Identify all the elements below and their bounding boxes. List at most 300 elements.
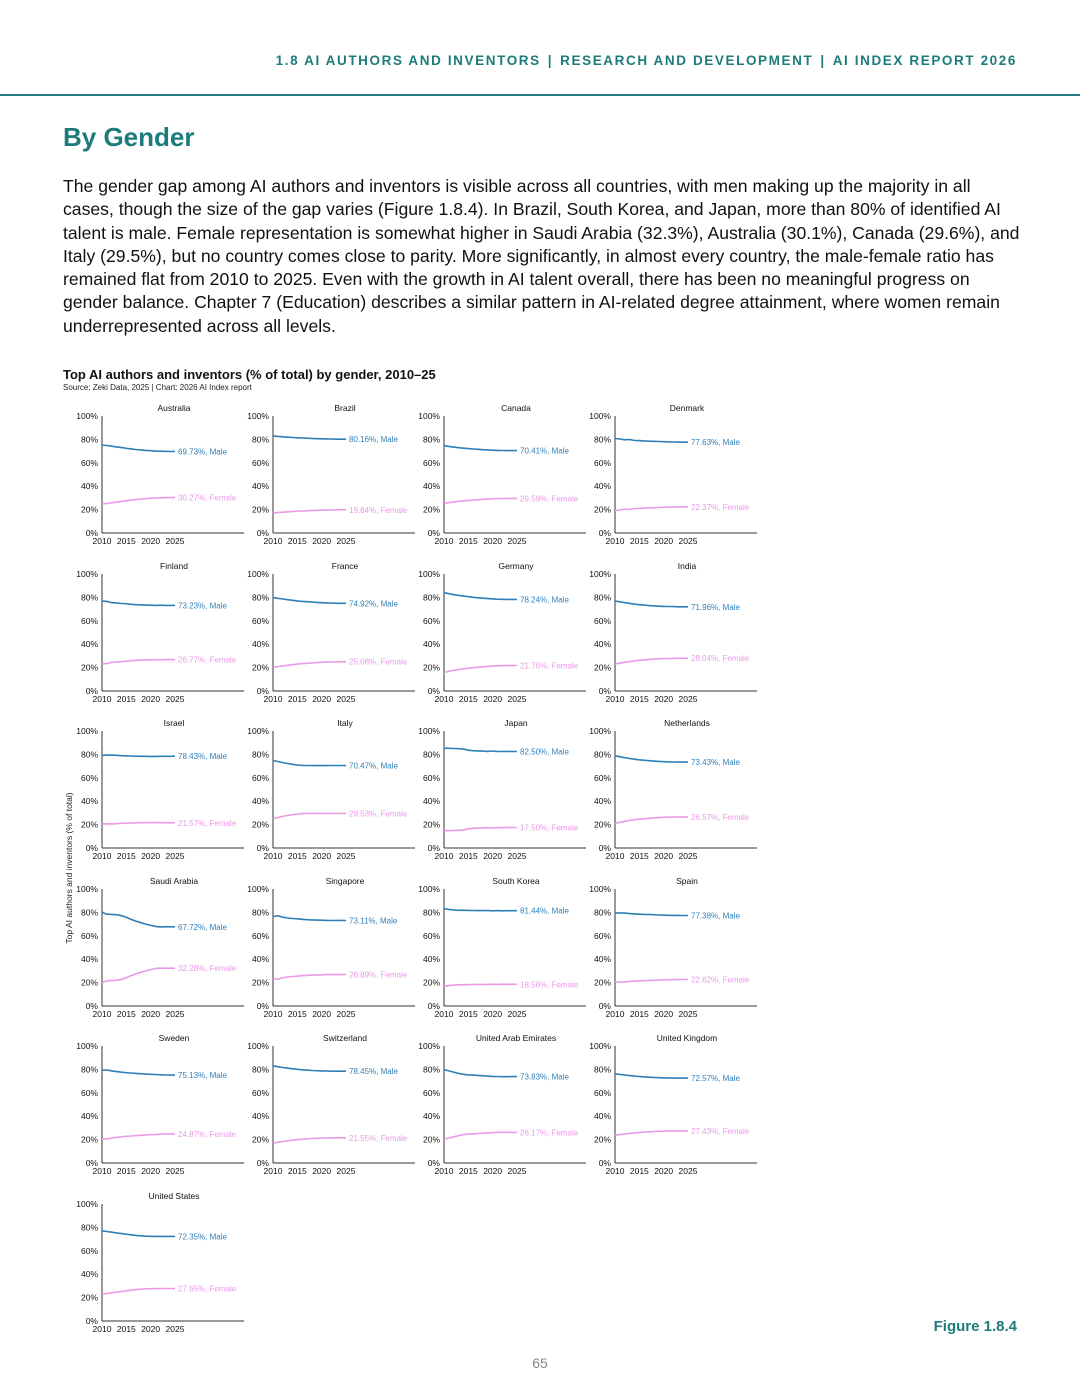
y-tick-label: 60% [422,1087,440,1098]
x-tick-label: 2015 [629,1166,649,1176]
y-tick-label: 40% [251,954,269,965]
y-tick-label: 40% [422,954,440,965]
y-tick-label: 20% [80,977,98,988]
female-series-line [102,660,175,664]
female-series-line [102,1289,175,1295]
male-series-line [102,445,175,452]
y-tick-label: 20% [422,662,440,673]
x-tick-label: 2025 [165,536,185,546]
y-tick-label: 40% [593,481,611,492]
male-data-label: 70.41%, Male [520,446,569,456]
female-series-line [273,1138,346,1143]
y-tick-label: 60% [593,772,611,783]
female-series-line [444,984,517,986]
x-tick-label: 2025 [507,536,527,546]
y-tick-label: 20% [80,819,98,830]
y-tick-label: 40% [422,481,440,492]
y-tick-label: 100% [247,884,269,894]
x-tick-label: 2025 [678,694,698,704]
y-tick-label: 20% [80,1134,98,1145]
y-tick-label: 80% [80,907,98,918]
male-data-label: 70.47%, Male [349,761,398,771]
male-data-label: 72.35%, Male [178,1232,227,1242]
male-series-line [102,912,175,927]
x-tick-label: 2025 [336,1009,356,1019]
y-tick-label: 0% [598,1001,611,1011]
y-tick-label: 100% [589,411,611,421]
x-tick-label: 2015 [116,851,136,861]
x-tick-label: 2010 [434,694,454,704]
x-tick-label: 2015 [458,851,478,861]
y-tick-label: 40% [80,954,98,965]
female-series-line [273,510,346,513]
y-tick-label: 80% [251,749,269,760]
y-tick-label: 60% [422,930,440,941]
y-tick-label: 80% [593,434,611,445]
male-series-line [615,439,688,443]
x-tick-label: 2025 [678,851,698,861]
x-tick-label: 2015 [116,536,136,546]
y-tick-label: 100% [76,1199,98,1209]
x-tick-label: 2025 [165,851,185,861]
y-tick-label: 60% [80,930,98,941]
y-tick-label: 100% [418,1041,440,1051]
y-tick-label: 40% [80,796,98,807]
y-tick-label: 20% [422,819,440,830]
y-tick-label: 20% [251,662,269,673]
panel-title: Netherlands [664,718,710,728]
y-tick-label: 40% [593,1111,611,1122]
male-series-line [444,446,517,451]
x-tick-label: 2010 [92,536,112,546]
panel-title: Switzerland [323,1033,367,1043]
male-data-label: 75.13%, Male [178,1071,227,1081]
y-tick-label: 80% [593,1064,611,1075]
y-tick-label: 40% [80,639,98,650]
y-tick-label: 40% [593,954,611,965]
male-series-line [102,1231,175,1237]
x-tick-label: 2015 [458,1009,478,1019]
x-tick-label: 2010 [263,851,283,861]
male-series-line [444,909,517,911]
female-data-label: 27.43%, Female [691,1126,750,1136]
female-data-label: 18.56%, Female [520,980,579,990]
female-data-label: 24.87%, Female [178,1129,237,1139]
male-series-line [102,755,175,757]
y-tick-label: 0% [256,1158,269,1168]
male-series-line [273,1066,346,1071]
x-tick-label: 2020 [483,536,503,546]
x-tick-label: 2010 [605,1166,625,1176]
y-tick-label: 0% [427,1001,440,1011]
y-tick-label: 80% [251,434,269,445]
x-tick-label: 2020 [654,851,674,861]
panel-title: Saudi Arabia [149,876,199,886]
y-tick-label: 40% [593,796,611,807]
female-data-label: 21.55%, Female [349,1133,408,1143]
x-tick-label: 2010 [605,1009,625,1019]
y-tick-label: 0% [256,843,269,853]
male-series-line [615,756,688,762]
x-tick-label: 2010 [605,851,625,861]
y-tick-label: 100% [247,569,269,579]
y-tick-label: 100% [76,569,98,579]
x-tick-label: 2020 [141,851,161,861]
y-tick-label: 60% [80,615,98,626]
female-data-label: 25.08%, Female [349,657,408,667]
y-tick-label: 40% [251,796,269,807]
y-tick-label: 0% [85,686,98,696]
y-tick-label: 100% [247,1041,269,1051]
female-series-line [273,662,346,668]
male-data-label: 82.50%, Male [520,747,569,757]
x-tick-label: 2010 [92,694,112,704]
y-tick-label: 80% [251,907,269,918]
y-tick-label: 0% [256,528,269,538]
female-data-label: 22.62%, Female [691,975,750,985]
x-tick-label: 2020 [654,1009,674,1019]
female-data-label: 26.77%, Female [178,655,237,665]
female-data-label: 29.59%, Female [520,494,579,504]
x-tick-label: 2020 [483,851,503,861]
y-tick-label: 60% [422,457,440,468]
male-series-line [273,436,346,439]
female-series-line [444,828,517,831]
panel-title: Spain [676,876,698,886]
y-tick-label: 0% [85,843,98,853]
female-data-label: 21.76%, Female [520,661,579,671]
y-tick-label: 20% [593,504,611,515]
male-data-label: 73.11%, Male [349,916,398,926]
x-tick-label: 2020 [312,851,332,861]
female-series-line [615,507,688,511]
panel-title: Israel [163,718,185,728]
y-tick-label: 40% [593,639,611,650]
y-tick-label: 80% [80,1064,98,1075]
x-tick-label: 2015 [287,694,307,704]
female-data-label: 26.57%, Female [691,812,750,822]
male-series-line [615,601,688,607]
y-tick-label: 40% [251,639,269,650]
x-tick-label: 2020 [141,1166,161,1176]
panel-title: Brazil [334,403,356,413]
x-tick-label: 2020 [312,1166,332,1176]
x-tick-label: 2015 [629,536,649,546]
x-tick-label: 2015 [287,1166,307,1176]
y-tick-label: 60% [422,615,440,626]
female-series-line [615,1131,688,1135]
y-tick-label: 80% [422,434,440,445]
female-series-line [273,975,346,980]
male-data-label: 78.43%, Male [178,752,227,762]
y-tick-label: 60% [80,772,98,783]
x-tick-label: 2020 [141,1324,161,1334]
x-tick-label: 2010 [434,1166,454,1176]
panel-title: Canada [501,403,531,413]
x-tick-label: 2015 [116,1009,136,1019]
y-tick-label: 20% [593,662,611,673]
x-tick-label: 2025 [165,694,185,704]
x-tick-label: 2025 [507,1166,527,1176]
y-tick-label: 80% [593,749,611,760]
y-tick-label: 100% [589,1041,611,1051]
y-tick-label: 20% [80,1292,98,1303]
y-tick-label: 40% [80,1111,98,1122]
female-data-label: 22.37%, Female [691,502,750,512]
x-tick-label: 2020 [312,1009,332,1019]
female-data-label: 19.84%, Female [349,505,408,515]
y-tick-label: 0% [85,1316,98,1326]
y-tick-label: 80% [422,749,440,760]
y-tick-label: 20% [593,1134,611,1145]
panel-title: United States [148,1191,200,1201]
panel-title: Singapore [325,876,365,886]
male-data-label: 81.44%, Male [520,906,569,916]
male-series-line [273,598,346,604]
male-data-label: 67.72%, Male [178,922,227,932]
x-tick-label: 2025 [165,1324,185,1334]
x-tick-label: 2025 [507,694,527,704]
male-series-line [444,593,517,600]
female-series-line [102,1134,175,1139]
x-tick-label: 2010 [92,1009,112,1019]
x-tick-label: 2015 [458,1166,478,1176]
male-data-label: 72.57%, Male [691,1074,740,1084]
x-tick-label: 2020 [654,536,674,546]
x-tick-label: 2015 [116,1324,136,1334]
y-tick-label: 80% [80,434,98,445]
x-tick-label: 2015 [287,1009,307,1019]
male-series-line [615,1074,688,1078]
x-tick-label: 2020 [141,536,161,546]
x-tick-label: 2025 [678,1009,698,1019]
male-data-label: 73.23%, Male [178,601,227,611]
y-tick-label: 60% [80,1087,98,1098]
y-tick-label: 100% [589,884,611,894]
female-data-label: 26.89%, Female [349,970,408,980]
male-series-line [273,761,346,766]
page-number: 65 [532,1355,548,1371]
y-tick-label: 80% [80,749,98,760]
y-tick-label: 100% [418,411,440,421]
y-tick-label: 0% [427,528,440,538]
x-tick-label: 2015 [458,694,478,704]
y-tick-label: 80% [251,1064,269,1075]
y-tick-label: 40% [422,639,440,650]
y-axis-title: Top AI authors and inventors (% of total) [64,792,74,944]
y-tick-label: 20% [251,977,269,988]
y-tick-label: 100% [418,569,440,579]
male-data-label: 71.96%, Male [691,602,740,612]
y-tick-label: 20% [422,1134,440,1145]
panel-title: Germany [498,561,534,571]
y-tick-label: 40% [251,1111,269,1122]
male-data-label: 73.83%, Male [520,1072,569,1082]
panel-title: United Kingdom [656,1033,718,1043]
panel-title: India [677,561,697,571]
male-data-label: 78.45%, Male [349,1067,398,1077]
y-tick-label: 0% [256,1001,269,1011]
panel-title: France [331,561,359,571]
x-tick-label: 2010 [263,1166,283,1176]
female-data-label: 29.53%, Female [349,809,408,819]
female-series-line [615,980,688,983]
y-tick-label: 60% [251,930,269,941]
y-tick-label: 20% [80,504,98,515]
panel-title: Japan [504,718,528,728]
x-tick-label: 2015 [629,851,649,861]
panel-title: South Korea [492,876,540,886]
male-data-label: 73.43%, Male [691,758,740,768]
y-tick-label: 100% [589,726,611,736]
female-series-line [615,658,688,664]
y-tick-label: 80% [422,907,440,918]
y-tick-label: 100% [76,1041,98,1051]
y-tick-label: 100% [76,884,98,894]
y-tick-label: 0% [85,1001,98,1011]
x-tick-label: 2010 [92,1166,112,1176]
x-tick-label: 2015 [116,1166,136,1176]
panel-title: Denmark [669,403,705,413]
x-tick-label: 2010 [434,536,454,546]
x-tick-label: 2020 [312,536,332,546]
female-series-line [102,823,175,825]
y-tick-label: 0% [598,528,611,538]
male-data-label: 77.38%, Male [691,911,740,921]
x-tick-label: 2010 [605,694,625,704]
x-tick-label: 2025 [336,694,356,704]
x-tick-label: 2020 [483,694,503,704]
female-data-label: 27.65%, Female [178,1284,237,1294]
female-series-line [102,498,175,505]
y-tick-label: 20% [422,977,440,988]
y-tick-label: 20% [422,504,440,515]
y-tick-label: 100% [247,726,269,736]
x-tick-label: 2020 [141,1009,161,1019]
y-tick-label: 20% [251,819,269,830]
header-chapter: RESEARCH AND DEVELOPMENT [560,53,814,68]
y-tick-label: 40% [422,1111,440,1122]
y-tick-label: 60% [593,930,611,941]
x-tick-label: 2020 [483,1009,503,1019]
male-data-label: 74.92%, Male [349,599,398,609]
y-tick-label: 80% [422,1064,440,1075]
y-tick-label: 80% [80,592,98,603]
y-tick-label: 0% [598,686,611,696]
male-series-line [615,913,688,916]
female-data-label: 21.57%, Female [178,818,237,828]
y-tick-label: 0% [85,528,98,538]
x-tick-label: 2025 [507,1009,527,1019]
y-tick-label: 40% [251,481,269,492]
male-data-label: 78.24%, Male [520,595,569,605]
x-tick-label: 2025 [165,1166,185,1176]
female-series-line [273,813,346,818]
x-tick-label: 2010 [434,1009,454,1019]
y-tick-label: 20% [80,662,98,673]
y-tick-label: 60% [80,457,98,468]
y-tick-label: 60% [422,772,440,783]
y-tick-label: 60% [251,772,269,783]
y-tick-label: 0% [598,843,611,853]
x-tick-label: 2025 [678,536,698,546]
male-series-line [444,1070,517,1077]
x-tick-label: 2015 [116,694,136,704]
female-series-line [444,1132,517,1139]
female-series-line [102,968,175,983]
header-section: 1.8 AI AUTHORS AND INVENTORS [275,53,541,68]
x-tick-label: 2015 [629,1009,649,1019]
y-tick-label: 0% [598,1158,611,1168]
x-tick-label: 2010 [263,1009,283,1019]
y-tick-label: 100% [247,411,269,421]
x-tick-label: 2015 [458,536,478,546]
chart-title: Top AI authors and inventors (% of total) by gender, 2010–25 [63,367,436,382]
female-data-label: 28.04%, Female [691,654,750,664]
y-tick-label: 80% [593,907,611,918]
y-tick-label: 40% [80,481,98,492]
x-tick-label: 2015 [629,694,649,704]
y-tick-label: 100% [76,726,98,736]
y-tick-label: 80% [593,592,611,603]
header-separator: | [547,53,554,68]
x-tick-label: 2025 [336,1166,356,1176]
male-series-line [444,748,517,751]
y-tick-label: 60% [251,457,269,468]
female-series-line [444,666,517,673]
x-tick-label: 2010 [605,536,625,546]
x-tick-label: 2025 [336,536,356,546]
x-tick-label: 2010 [263,694,283,704]
y-tick-label: 20% [251,1134,269,1145]
x-tick-label: 2020 [654,694,674,704]
x-tick-label: 2010 [92,851,112,861]
panel-title: Sweden [158,1033,190,1043]
chart-source: Source: Zeki Data, 2025 | Chart: 2026 AI Index report [63,383,252,392]
x-tick-label: 2010 [92,1324,112,1334]
y-tick-label: 100% [589,569,611,579]
panel-title: Italy [337,718,353,728]
figure-label: Figure 1.8.4 [933,1318,1017,1335]
panel-title: Finland [160,561,188,571]
y-tick-label: 20% [593,819,611,830]
y-tick-label: 40% [422,796,440,807]
x-tick-label: 2015 [287,851,307,861]
female-series-line [615,817,688,823]
header-report: AI INDEX REPORT 2026 [832,53,1017,68]
y-tick-label: 100% [418,726,440,736]
y-tick-label: 60% [593,457,611,468]
male-series-line [273,916,346,921]
female-data-label: 32.28%, Female [178,964,237,974]
y-tick-label: 60% [593,615,611,626]
y-tick-label: 60% [251,1087,269,1098]
y-tick-label: 20% [251,504,269,515]
female-data-label: 26.17%, Female [520,1128,579,1138]
y-tick-label: 100% [418,884,440,894]
x-tick-label: 2025 [165,1009,185,1019]
y-tick-label: 20% [593,977,611,988]
y-tick-label: 60% [251,615,269,626]
panel-title: Australia [157,403,191,413]
body-paragraph: The gender gap among AI authors and inventors is visible across all countries, with men making up the majority in all cases, though the size of the gap varies (Figure 1.8.4). In Brazil, South Korea, and Japan, more than 80% of identified AI talent is male. Female representation is somewhat higher in Saudi Arabia (32.3%), Australia (30.1%), Canada (29.6%), and Italy (29.5%), but no country comes close to parity. More significantly, in almost every country, the male-female ratio has remained flat from 2010 to 2025. Even with the growth in AI talent overall, there has been no meaningful progress on gender balance. Chapter 7 (Education) describes a similar pattern in AI-related degree attainment, where women remain underrepresented across all levels. [63,176,1020,336]
y-tick-label: 0% [427,686,440,696]
x-tick-label: 2025 [678,1166,698,1176]
x-tick-label: 2015 [287,536,307,546]
y-tick-label: 40% [80,1269,98,1280]
y-tick-label: 60% [593,1087,611,1098]
x-tick-label: 2020 [483,1166,503,1176]
